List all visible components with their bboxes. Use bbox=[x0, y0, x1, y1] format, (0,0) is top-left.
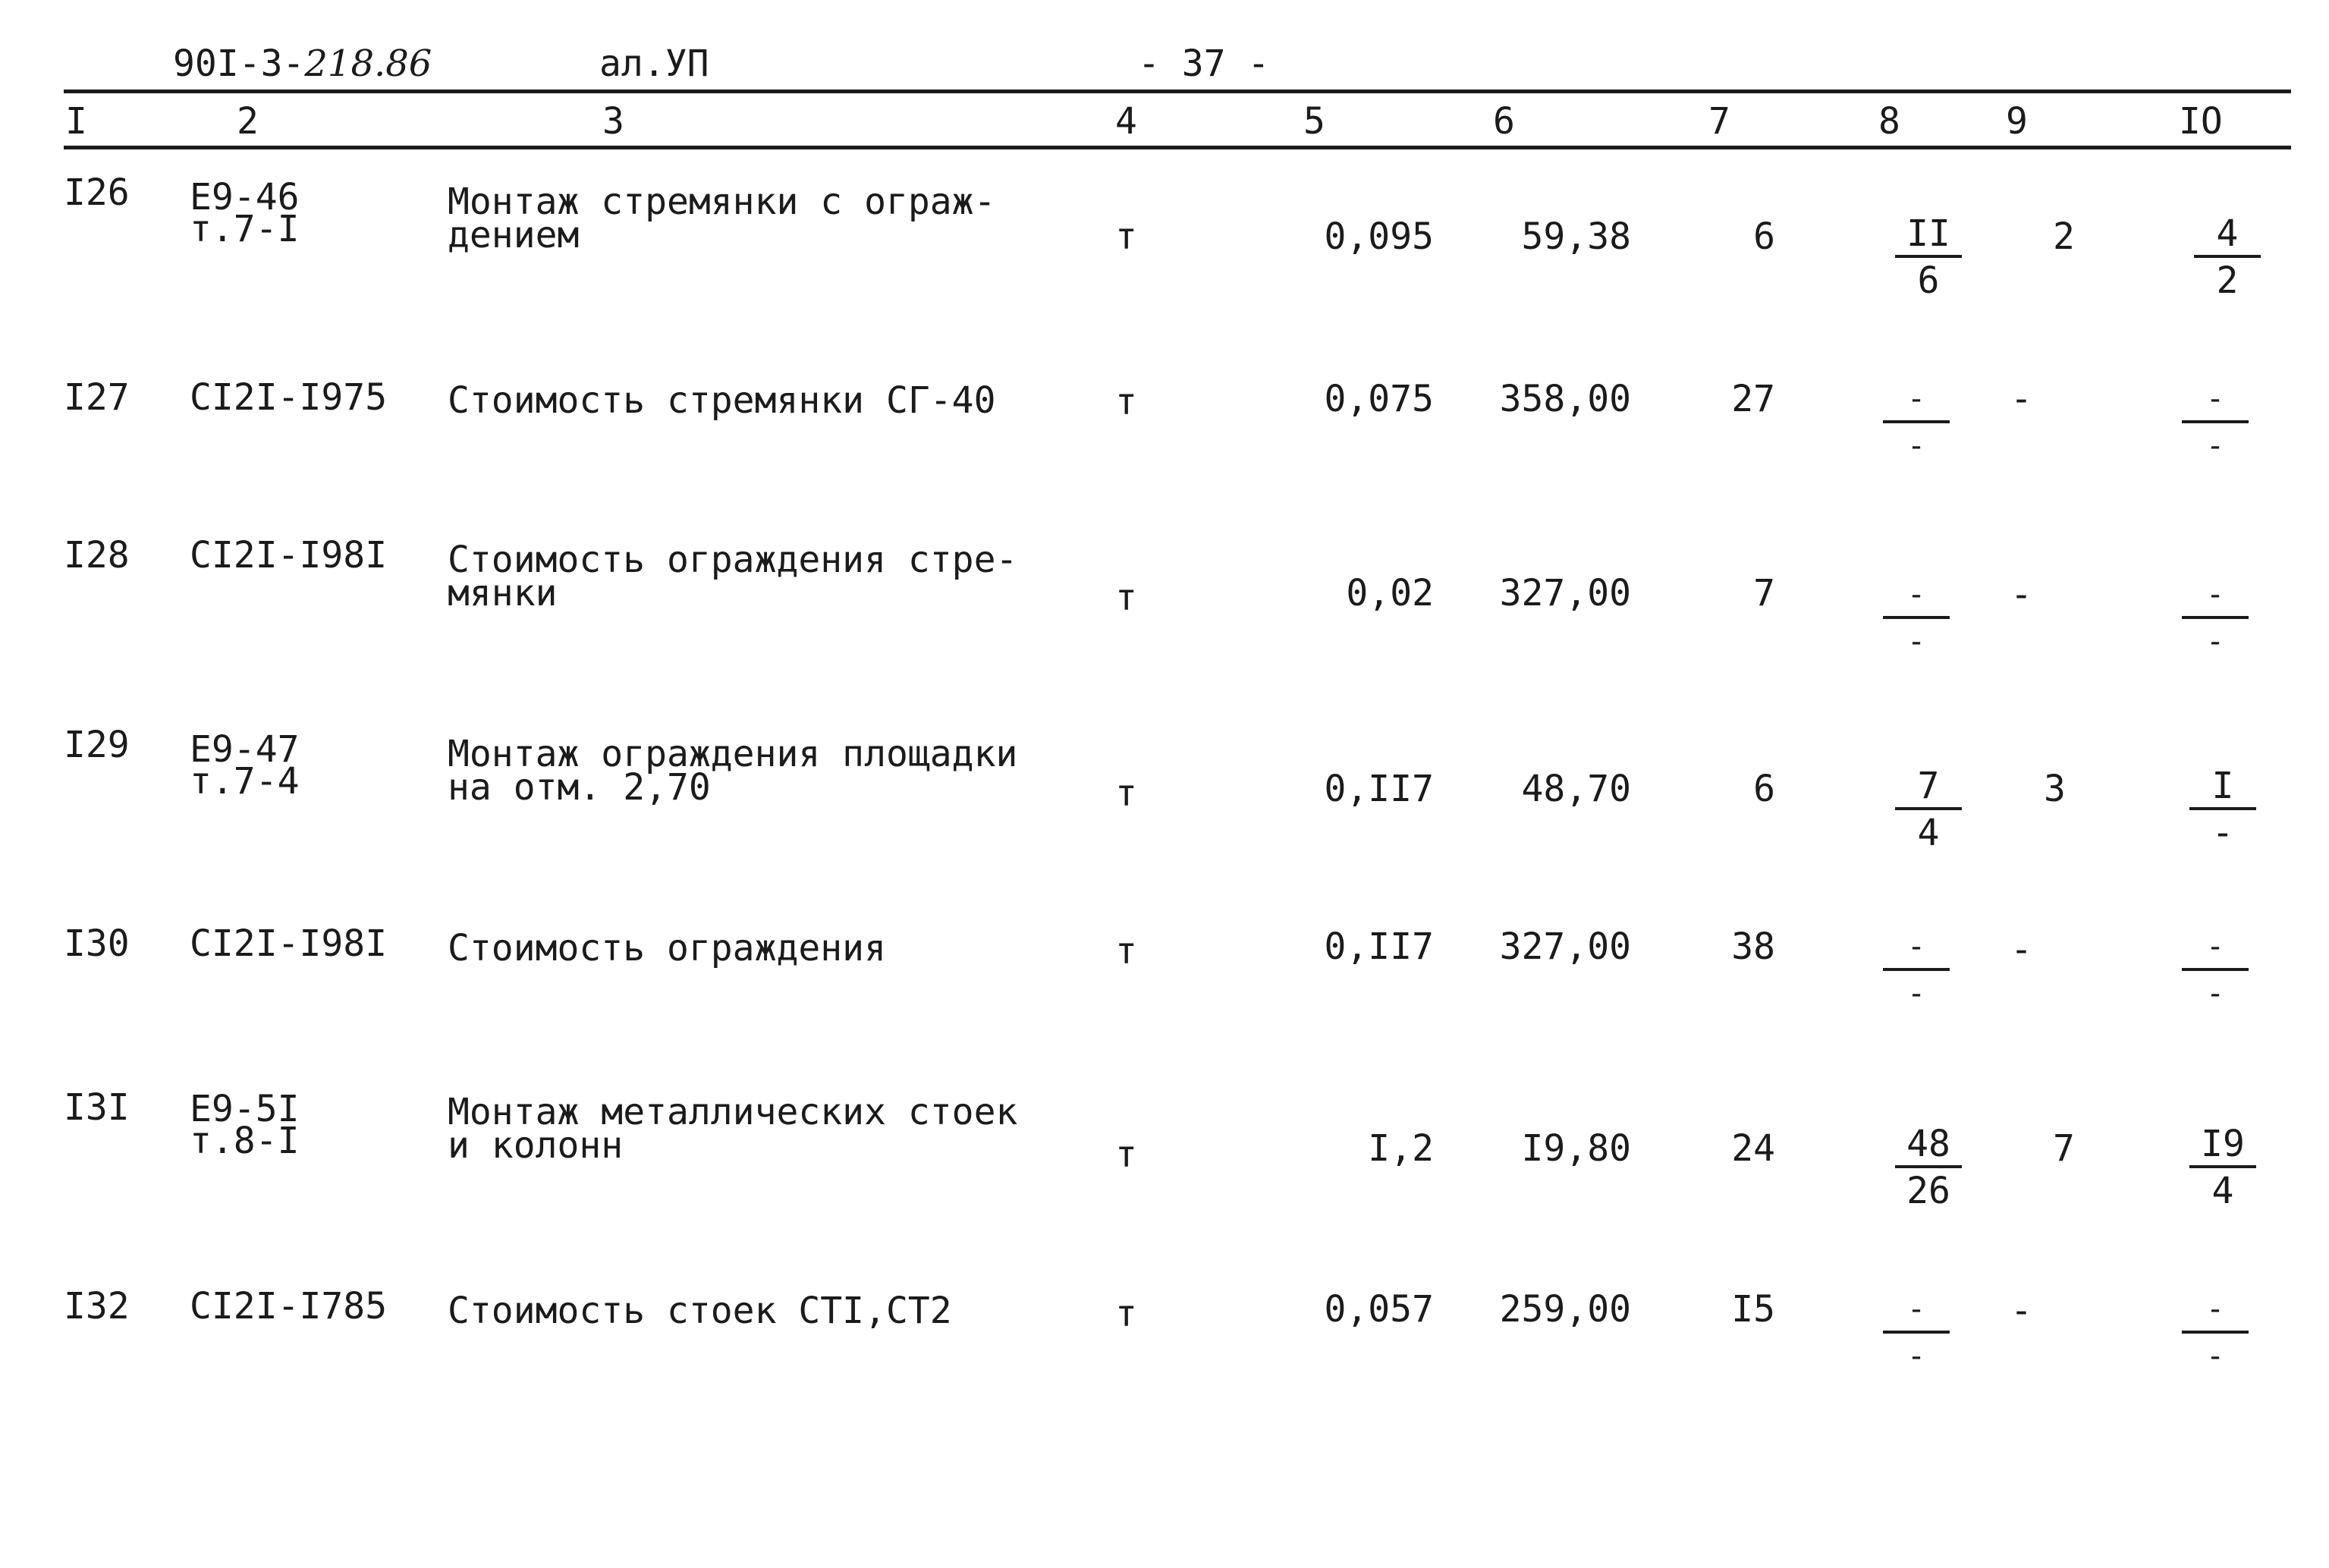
col10-top: - bbox=[2205, 929, 2225, 964]
col8-bottom: 26 bbox=[1906, 1170, 1950, 1212]
row-number: I27 bbox=[64, 376, 130, 419]
quantity: 0,057 bbox=[1324, 1288, 1434, 1331]
work-name: Стоимость ограждения стре- bbox=[448, 539, 1018, 581]
document-code bbox=[173, 39, 432, 88]
unit: т bbox=[1115, 930, 1137, 973]
col8-bottom: - bbox=[1906, 1339, 1926, 1374]
norm-code-ref: т.7-4 bbox=[190, 760, 300, 803]
col9-value: 3 bbox=[2044, 768, 2066, 810]
work-name-cont: мянки bbox=[448, 572, 558, 614]
unit-price: 327,00 bbox=[1499, 572, 1631, 614]
column-number-5: 5 bbox=[1303, 100, 1325, 143]
col10-bottom: 2 bbox=[2216, 259, 2239, 302]
col9-value: 2 bbox=[2053, 215, 2075, 258]
col9-value: - bbox=[2010, 1290, 2032, 1332]
col10-top: - bbox=[2205, 577, 2225, 612]
column-number-6: 6 bbox=[1493, 100, 1515, 143]
column-number-8: 8 bbox=[1878, 100, 1900, 143]
total-cost: 6 bbox=[1753, 768, 1775, 810]
quantity: 0,II7 bbox=[1324, 925, 1434, 968]
col8-fraction bbox=[1891, 212, 1966, 300]
norm-code: E9-47 bbox=[190, 728, 300, 771]
col8-fraction bbox=[1878, 573, 1954, 661]
col8-bottom: - bbox=[1906, 624, 1926, 659]
column-number-1: I bbox=[65, 100, 87, 143]
col8-fraction bbox=[1878, 1288, 1954, 1376]
col8-top: - bbox=[1906, 577, 1926, 612]
work-name: Стоимость стоек СТI,СТ2 bbox=[448, 1290, 952, 1332]
row-number: I29 bbox=[64, 724, 130, 766]
col8-fraction bbox=[1891, 1123, 1966, 1211]
column-number-2: 2 bbox=[237, 100, 259, 143]
column-number-3: 3 bbox=[602, 100, 624, 143]
col8-top: 7 bbox=[1917, 765, 1940, 807]
col10-fraction bbox=[2177, 573, 2253, 661]
column-number-9: 9 bbox=[2006, 100, 2028, 143]
unit: т bbox=[1115, 381, 1137, 423]
work-name: Стоимость стремянки СГ-40 bbox=[448, 379, 996, 422]
norm-code: CI2I-I975 bbox=[190, 376, 388, 419]
column-number-7: 7 bbox=[1708, 100, 1730, 143]
row-number: I30 bbox=[64, 922, 130, 965]
col9-value: - bbox=[2010, 929, 2032, 971]
col10-top: I bbox=[2211, 765, 2234, 807]
col10-top: 4 bbox=[2216, 212, 2239, 255]
unit: т bbox=[1115, 215, 1137, 258]
quantity: 0,095 bbox=[1324, 215, 1434, 258]
norm-code: CI2I-I98I bbox=[190, 534, 388, 577]
total-cost: 27 bbox=[1731, 378, 1775, 420]
header-top-rule bbox=[64, 90, 2291, 93]
col10-top: I9 bbox=[2201, 1123, 2245, 1165]
total-cost: 7 bbox=[1753, 572, 1775, 614]
unit-price: 59,38 bbox=[1521, 215, 1631, 258]
work-name: Монтаж ограждения площадки bbox=[448, 733, 1018, 775]
unit: т bbox=[1115, 772, 1137, 815]
unit-price: I9,80 bbox=[1521, 1127, 1631, 1170]
col10-fraction bbox=[2177, 378, 2253, 466]
column-number-10: IO bbox=[2179, 100, 2223, 143]
header-bottom-rule bbox=[64, 146, 2291, 149]
album-label: ал.УП bbox=[599, 42, 709, 85]
col8-top: - bbox=[1906, 382, 1926, 416]
col9-value: - bbox=[2010, 573, 2032, 616]
col10-bottom: - bbox=[2205, 1339, 2225, 1374]
norm-code: E9-46 bbox=[190, 176, 300, 218]
work-name-cont: и колонн bbox=[448, 1124, 624, 1167]
col10-fraction bbox=[2177, 925, 2253, 1013]
work-name: Монтаж металлических стоек bbox=[448, 1091, 1018, 1133]
col9-value: 7 bbox=[2053, 1127, 2075, 1170]
col8-bottom: - bbox=[1906, 976, 1926, 1011]
work-name: Монтаж стремянки с ограж- bbox=[448, 181, 996, 223]
quantity: I,2 bbox=[1368, 1127, 1434, 1170]
col9-value: - bbox=[2010, 378, 2032, 420]
work-name: Стоимость ограждения bbox=[448, 927, 886, 969]
quantity: 0,02 bbox=[1346, 572, 1434, 614]
document-code-printed: 90I-3- bbox=[173, 42, 305, 85]
col8-fraction bbox=[1891, 765, 1966, 853]
unit-price: 327,00 bbox=[1499, 925, 1631, 968]
row-number: I32 bbox=[64, 1285, 130, 1328]
col10-fraction bbox=[2185, 765, 2261, 853]
total-cost: 6 bbox=[1753, 215, 1775, 258]
work-name-cont: дением bbox=[448, 214, 580, 256]
norm-code: CI2I-I98I bbox=[190, 922, 388, 965]
work-name-cont: на отм. 2,70 bbox=[448, 766, 711, 809]
col8-fraction bbox=[1878, 378, 1954, 466]
col10-top: - bbox=[2205, 382, 2225, 416]
col8-top: II bbox=[1906, 212, 1950, 255]
col8-fraction bbox=[1878, 925, 1954, 1013]
col8-top: - bbox=[1906, 1292, 1926, 1327]
col10-top: - bbox=[2205, 1292, 2225, 1327]
unit: т bbox=[1115, 1133, 1137, 1176]
total-cost: 38 bbox=[1731, 925, 1775, 968]
unit: т bbox=[1115, 1293, 1137, 1335]
document-code-handwritten: 218.86 bbox=[304, 42, 432, 85]
norm-code-ref: т.7-I bbox=[190, 208, 300, 250]
quantity: 0,075 bbox=[1324, 378, 1434, 420]
col8-top: 48 bbox=[1906, 1123, 1950, 1165]
col10-fraction bbox=[2185, 1123, 2261, 1211]
unit-price: 358,00 bbox=[1499, 378, 1631, 420]
col10-bottom: - bbox=[2205, 976, 2225, 1011]
norm-code-ref: т.8-I bbox=[190, 1120, 300, 1162]
row-number: I28 bbox=[64, 534, 130, 577]
col8-bottom: - bbox=[1906, 429, 1926, 463]
norm-code: E9-5I bbox=[190, 1088, 300, 1130]
col10-fraction bbox=[2177, 1288, 2253, 1376]
unit-price: 48,70 bbox=[1521, 768, 1631, 810]
col8-bottom: 4 bbox=[1917, 812, 1940, 854]
col10-bottom: 4 bbox=[2211, 1170, 2234, 1212]
col10-bottom: - bbox=[2205, 624, 2225, 659]
row-number: I3I bbox=[64, 1086, 130, 1129]
row-number: I26 bbox=[64, 171, 130, 214]
norm-code: CI2I-I785 bbox=[190, 1285, 388, 1328]
total-cost: 24 bbox=[1731, 1127, 1775, 1170]
col8-bottom: 6 bbox=[1917, 259, 1940, 302]
unit-price: 259,00 bbox=[1499, 1288, 1631, 1331]
total-cost: I5 bbox=[1731, 1288, 1775, 1331]
col8-top: - bbox=[1906, 929, 1926, 964]
unit: т bbox=[1115, 577, 1137, 619]
quantity: 0,II7 bbox=[1324, 768, 1434, 810]
col10-fraction bbox=[2189, 212, 2265, 300]
col10-bottom: - bbox=[2205, 429, 2225, 463]
col10-bottom: - bbox=[2211, 812, 2234, 854]
page-number: - 37 - bbox=[1138, 42, 1270, 85]
column-number-4: 4 bbox=[1115, 100, 1137, 143]
